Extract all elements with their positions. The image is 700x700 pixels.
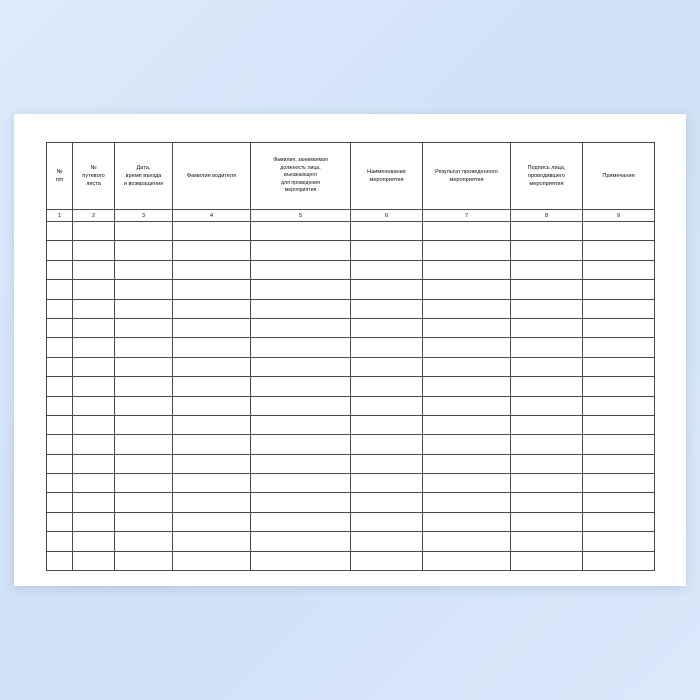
table-cell[interactable] xyxy=(47,299,73,318)
table-cell[interactable] xyxy=(351,338,423,357)
table-cell[interactable] xyxy=(173,474,251,493)
table-cell[interactable] xyxy=(173,377,251,396)
table-cell[interactable] xyxy=(115,532,173,551)
table-cell[interactable] xyxy=(583,396,655,415)
table-cell[interactable] xyxy=(423,532,511,551)
table-cell[interactable] xyxy=(251,532,351,551)
table-row xyxy=(47,260,655,279)
table-cell[interactable] xyxy=(73,512,115,531)
table-cell[interactable] xyxy=(47,435,73,454)
column-number-4: 4 xyxy=(173,210,251,222)
table-cell[interactable] xyxy=(511,454,583,473)
table-cell[interactable] xyxy=(423,338,511,357)
table-cell[interactable] xyxy=(583,260,655,279)
journal-table-container xyxy=(46,142,654,571)
table-cell[interactable] xyxy=(173,512,251,531)
table-cell[interactable] xyxy=(251,222,351,241)
column-number-9: 9 xyxy=(583,210,655,222)
table-cell[interactable] xyxy=(73,551,115,570)
table-cell[interactable] xyxy=(351,435,423,454)
header-cell-5: Фамилия, занимаемая должность лица, въезжающего для проведения мероприятия xyxy=(251,143,351,210)
table-cell[interactable] xyxy=(47,474,73,493)
table-cell[interactable] xyxy=(115,280,173,299)
header-cell-1: № п/п xyxy=(47,143,73,210)
column-number-row xyxy=(47,210,655,222)
table-cell[interactable] xyxy=(47,260,73,279)
table-cell[interactable] xyxy=(511,396,583,415)
table-cell[interactable] xyxy=(423,280,511,299)
table-cell[interactable] xyxy=(73,435,115,454)
table-cell[interactable] xyxy=(173,241,251,260)
table-cell[interactable] xyxy=(173,338,251,357)
table-cell[interactable] xyxy=(423,493,511,512)
table-cell[interactable] xyxy=(251,396,351,415)
table-cell[interactable] xyxy=(423,241,511,260)
table-cell[interactable] xyxy=(423,512,511,531)
table-cell[interactable] xyxy=(73,493,115,512)
table-cell[interactable] xyxy=(583,338,655,357)
table-cell[interactable] xyxy=(251,299,351,318)
table-cell[interactable] xyxy=(351,474,423,493)
table-cell[interactable] xyxy=(73,377,115,396)
table-cell[interactable] xyxy=(423,474,511,493)
table-cell[interactable] xyxy=(351,299,423,318)
table-cell[interactable] xyxy=(511,241,583,260)
table-cell[interactable] xyxy=(351,512,423,531)
table-cell[interactable] xyxy=(115,454,173,473)
header-cell-9: Примечания xyxy=(583,143,655,210)
table-cell[interactable] xyxy=(251,435,351,454)
table-cell[interactable] xyxy=(47,280,73,299)
table-cell[interactable] xyxy=(115,435,173,454)
table-cell[interactable] xyxy=(351,280,423,299)
table-cell[interactable] xyxy=(583,454,655,473)
table-cell[interactable] xyxy=(511,512,583,531)
table-cell[interactable] xyxy=(115,222,173,241)
table-row xyxy=(47,299,655,318)
table-cell[interactable] xyxy=(351,396,423,415)
table-cell[interactable] xyxy=(511,474,583,493)
header-cell-2: № путевого листа xyxy=(73,143,115,210)
table-cell[interactable] xyxy=(173,493,251,512)
table-cell[interactable] xyxy=(251,474,351,493)
table-cell[interactable] xyxy=(583,222,655,241)
table-cell[interactable] xyxy=(583,512,655,531)
table-row xyxy=(47,415,655,434)
table-cell[interactable] xyxy=(47,415,73,434)
table-cell[interactable] xyxy=(173,532,251,551)
table-cell[interactable] xyxy=(511,532,583,551)
table-cell[interactable] xyxy=(251,415,351,434)
table-row xyxy=(47,338,655,357)
table-cell[interactable] xyxy=(115,299,173,318)
table-cell[interactable] xyxy=(47,338,73,357)
column-number-7: 7 xyxy=(423,210,511,222)
table-cell[interactable] xyxy=(511,222,583,241)
table-cell[interactable] xyxy=(511,299,583,318)
table-cell[interactable] xyxy=(251,377,351,396)
table-cell[interactable] xyxy=(251,551,351,570)
table-cell[interactable] xyxy=(351,454,423,473)
header-cell-4: Фамилия водителя xyxy=(173,143,251,210)
table-cell[interactable] xyxy=(73,396,115,415)
table-row xyxy=(47,396,655,415)
table-cell[interactable] xyxy=(351,357,423,376)
table-cell[interactable] xyxy=(511,415,583,434)
table-cell[interactable] xyxy=(583,532,655,551)
table-row xyxy=(47,280,655,299)
table-cell[interactable] xyxy=(47,396,73,415)
table-cell[interactable] xyxy=(423,222,511,241)
table-cell[interactable] xyxy=(423,454,511,473)
table-cell[interactable] xyxy=(251,280,351,299)
table-cell[interactable] xyxy=(47,357,73,376)
table-cell[interactable] xyxy=(351,377,423,396)
table-cell[interactable] xyxy=(423,357,511,376)
document-sheet xyxy=(14,114,686,586)
table-cell[interactable] xyxy=(583,299,655,318)
column-number-3: 3 xyxy=(115,210,173,222)
table-cell[interactable] xyxy=(251,241,351,260)
table-cell[interactable] xyxy=(173,435,251,454)
table-cell[interactable] xyxy=(173,280,251,299)
table-cell[interactable] xyxy=(583,474,655,493)
table-cell[interactable] xyxy=(47,551,73,570)
table-cell[interactable] xyxy=(583,280,655,299)
table-row xyxy=(47,532,655,551)
table-cell[interactable] xyxy=(173,260,251,279)
table-cell[interactable] xyxy=(47,241,73,260)
column-number-2: 2 xyxy=(73,210,115,222)
table-cell[interactable] xyxy=(583,241,655,260)
table-cell[interactable] xyxy=(351,415,423,434)
table-cell[interactable] xyxy=(511,318,583,337)
table-cell[interactable] xyxy=(173,551,251,570)
table-row xyxy=(47,377,655,396)
table-row xyxy=(47,241,655,260)
table-cell[interactable] xyxy=(73,318,115,337)
header-row xyxy=(47,143,655,210)
table-cell[interactable] xyxy=(351,241,423,260)
table-cell[interactable] xyxy=(173,299,251,318)
table-cell[interactable] xyxy=(115,512,173,531)
table-row xyxy=(47,222,655,241)
table-cell[interactable] xyxy=(251,357,351,376)
table-cell[interactable] xyxy=(351,551,423,570)
table-cell[interactable] xyxy=(47,532,73,551)
table-cell[interactable] xyxy=(423,377,511,396)
table-cell[interactable] xyxy=(73,241,115,260)
table-cell[interactable] xyxy=(73,299,115,318)
table-row xyxy=(47,435,655,454)
table-cell[interactable] xyxy=(511,338,583,357)
table-cell[interactable] xyxy=(115,357,173,376)
table-cell[interactable] xyxy=(351,222,423,241)
table-cell[interactable] xyxy=(173,396,251,415)
table-cell[interactable] xyxy=(583,493,655,512)
table-cell[interactable] xyxy=(351,493,423,512)
table-cell[interactable] xyxy=(47,454,73,473)
table-body xyxy=(47,222,655,571)
table-row xyxy=(47,551,655,570)
header-cell-3: Дата, время въезда и возвращения xyxy=(115,143,173,210)
header-cell-7: Результат проведенного мероприятия xyxy=(423,143,511,210)
table-cell[interactable] xyxy=(73,357,115,376)
table-cell[interactable] xyxy=(73,338,115,357)
table-row xyxy=(47,454,655,473)
table-cell[interactable] xyxy=(511,357,583,376)
table-row xyxy=(47,357,655,376)
table-cell[interactable] xyxy=(73,222,115,241)
table-cell[interactable] xyxy=(173,415,251,434)
table-cell[interactable] xyxy=(511,493,583,512)
table-cell[interactable] xyxy=(583,357,655,376)
table-cell[interactable] xyxy=(423,318,511,337)
table-cell[interactable] xyxy=(47,318,73,337)
table-cell[interactable] xyxy=(511,260,583,279)
table-cell[interactable] xyxy=(115,338,173,357)
table-cell[interactable] xyxy=(423,435,511,454)
table-cell[interactable] xyxy=(251,454,351,473)
column-number-8: 8 xyxy=(511,210,583,222)
header-cell-8: Подпись лица, проводившего мероприятия xyxy=(511,143,583,210)
table-cell[interactable] xyxy=(423,260,511,279)
table-cell[interactable] xyxy=(511,377,583,396)
table-cell[interactable] xyxy=(173,454,251,473)
table-cell[interactable] xyxy=(115,493,173,512)
table-cell[interactable] xyxy=(115,396,173,415)
table-cell[interactable] xyxy=(511,280,583,299)
table-cell[interactable] xyxy=(173,318,251,337)
table-cell[interactable] xyxy=(115,241,173,260)
table-cell[interactable] xyxy=(115,551,173,570)
table-cell[interactable] xyxy=(73,415,115,434)
table-cell[interactable] xyxy=(73,280,115,299)
table-cell[interactable] xyxy=(511,551,583,570)
table-cell[interactable] xyxy=(583,318,655,337)
table-cell[interactable] xyxy=(47,493,73,512)
table-cell[interactable] xyxy=(351,260,423,279)
table-cell[interactable] xyxy=(423,415,511,434)
table-cell[interactable] xyxy=(583,415,655,434)
table-cell[interactable] xyxy=(351,532,423,551)
table-cell[interactable] xyxy=(583,377,655,396)
table-cell[interactable] xyxy=(115,415,173,434)
table-cell[interactable] xyxy=(583,551,655,570)
table-cell[interactable] xyxy=(73,260,115,279)
table-row xyxy=(47,474,655,493)
table-cell[interactable] xyxy=(423,299,511,318)
table-cell[interactable] xyxy=(73,532,115,551)
table-cell[interactable] xyxy=(583,435,655,454)
table-cell[interactable] xyxy=(251,318,351,337)
table-row xyxy=(47,512,655,531)
table-cell[interactable] xyxy=(251,260,351,279)
table-cell[interactable] xyxy=(47,512,73,531)
table-row xyxy=(47,318,655,337)
table-row xyxy=(47,493,655,512)
table-cell[interactable] xyxy=(423,551,511,570)
table-cell[interactable] xyxy=(115,260,173,279)
table-cell[interactable] xyxy=(251,338,351,357)
table-cell[interactable] xyxy=(115,318,173,337)
column-number-1: 1 xyxy=(47,210,73,222)
table-cell[interactable] xyxy=(351,318,423,337)
table-cell[interactable] xyxy=(173,357,251,376)
table-cell[interactable] xyxy=(47,222,73,241)
table-cell[interactable] xyxy=(115,474,173,493)
table-cell[interactable] xyxy=(73,454,115,473)
journal-table xyxy=(46,142,655,571)
table-cell[interactable] xyxy=(251,512,351,531)
table-cell[interactable] xyxy=(73,474,115,493)
table-header xyxy=(47,143,655,222)
table-cell[interactable] xyxy=(251,493,351,512)
column-number-5: 5 xyxy=(251,210,351,222)
header-cell-6: Наименование мероприятия xyxy=(351,143,423,210)
table-cell[interactable] xyxy=(423,396,511,415)
table-cell[interactable] xyxy=(173,222,251,241)
column-number-6: 6 xyxy=(351,210,423,222)
table-cell[interactable] xyxy=(511,435,583,454)
table-cell[interactable] xyxy=(47,377,73,396)
table-cell[interactable] xyxy=(115,377,173,396)
